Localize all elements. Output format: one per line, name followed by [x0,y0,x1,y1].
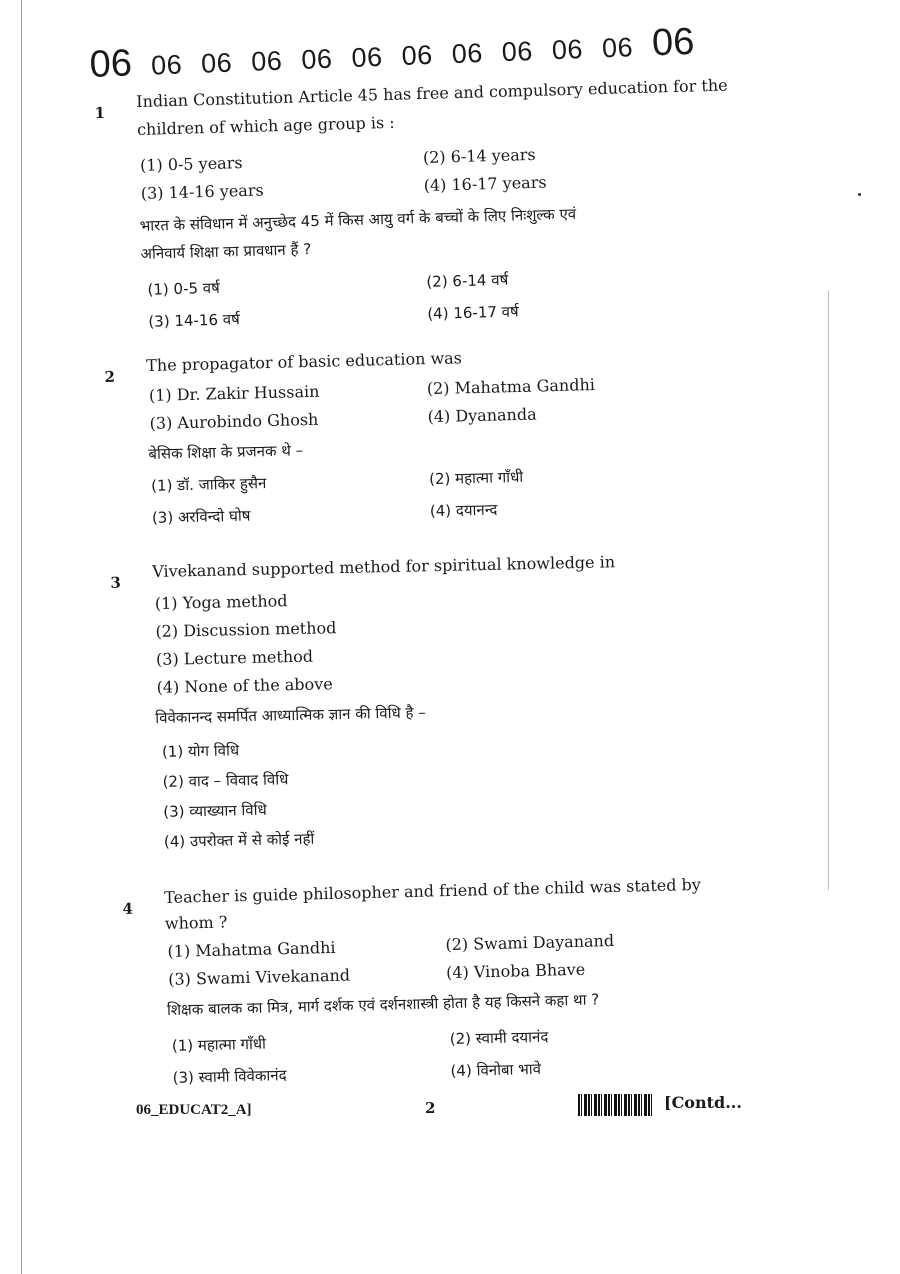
question-text-en: Teacher is guide philosopher and friend of the child was stated by [164,874,702,907]
option-hi: (2) वाद – विवाद विधि [162,770,289,791]
option-en: (2) Mahatma Gandhi [426,375,596,399]
right-margin-line [828,290,829,890]
question-4 [122,874,734,1087]
paper-code: 06_EDUCAT2_A] [136,1102,252,1118]
option-en: (4) None of the above [156,674,333,697]
question-number: 1 [94,103,106,123]
option-hi: (4) दयानन्द [429,500,498,521]
continued-label: [Contd... [664,1093,742,1112]
option-hi: (1) महात्मा गाँधी [171,1034,267,1055]
option-hi: (4) उपरोक्त में से कोई नहीं [163,829,315,851]
header-code: 06 [300,43,334,75]
question-text-en: The propagator of basic education was [146,348,463,375]
option-en: (1) 0-5 years [139,153,243,175]
page-number: 2 [425,1099,436,1117]
question-number: 4 [122,899,134,919]
option-en: (2) Discussion method [155,618,337,641]
option-hi: (2) 6-14 वर्ष [426,270,509,291]
left-margin-line [21,0,22,1274]
option-hi: (1) 0-5 वर्ष [147,278,221,299]
question-text-en: Indian Constitution Article 45 has free and compulsory education for the [136,75,728,111]
option-hi: (3) व्याख्यान विधि [163,800,267,821]
question-text-en: children of which age group is : [136,112,395,139]
question-text-hi: अनिवार्य शिक्षा का प्रावधान हैं ? [140,240,312,263]
option-hi: (4) 16-17 वर्ष [427,302,519,323]
question-text-hi: विवेकानन्द समर्पित आध्यात्मिक ज्ञान की विधि है – [155,703,426,727]
option-hi: (1) योग विधि [161,741,240,761]
option-en: (3) Lecture method [155,646,314,669]
header-code: 06 [401,39,434,72]
option-en: (1) Dr. Zakir Hussain [148,381,320,405]
option-hi: (3) स्वामी विवेकानंद [172,1066,287,1087]
question-number: 3 [110,573,122,592]
option-en: (3) Aurobindo Ghosh [149,409,319,433]
option-en: (1) Yoga method [154,591,288,613]
option-hi: (3) अरविन्दो घोष [151,506,251,527]
option-en: (4) 16-17 years [423,172,547,195]
barcode-icon [578,1094,654,1116]
option-en: (1) Mahatma Gandhi [167,937,336,961]
speck [858,193,861,196]
option-hi: (2) महात्मा गाँधी [428,467,524,489]
header-code: 06 [451,37,484,70]
option-hi: (1) डॉ. जाकिर हुसैन [150,474,267,495]
option-en: (4) Vinoba Bhave [445,959,586,983]
option-en: (4) Dyananda [427,404,537,427]
header-code: 06 [350,41,384,73]
question-number: 2 [104,367,116,387]
option-hi: (2) स्वामी दयानंद [449,1027,549,1049]
header-code: 06 [601,32,634,64]
question-text-hi: भारत के संविधान में अनुच्छेद 45 में किस आयु वर्ग के बच्चों के लिए निःशुल्क एवं [139,204,577,235]
header-code: 06 [551,34,584,66]
question-3 [110,549,752,851]
option-en: (3) Swami Vivekanand [168,965,351,989]
option-hi: (3) 14-16 वर्ष [148,310,241,331]
option-en: (2) Swami Dayanand [445,931,615,955]
header-code: 06 [501,35,534,68]
option-hi: (4) विनोबा भावे [450,1059,542,1081]
question-text-hi: बेसिक शिक्षा के प्रजनक थे – [148,441,304,463]
question-text-en: Vivekanand supported method for spiritual knowledge in [152,552,616,581]
header-code: 06 [150,49,183,81]
header-code-first: 06 [88,42,133,86]
option-en: (2) 6-14 years [422,144,536,168]
question-2 [104,341,746,527]
question-text-hi: शिक्षक बालक का मित्र, मार्ग दर्शक एवं दर्शनशास्त्री होता है यह किसने कहा था ? [166,990,600,1019]
header-code: 06 [250,45,283,77]
question-text-en: whom ? [164,912,228,933]
header-code-last: 06 [651,20,696,65]
option-en: (3) 14-16 years [140,180,264,203]
header-code: 06 [200,47,233,79]
